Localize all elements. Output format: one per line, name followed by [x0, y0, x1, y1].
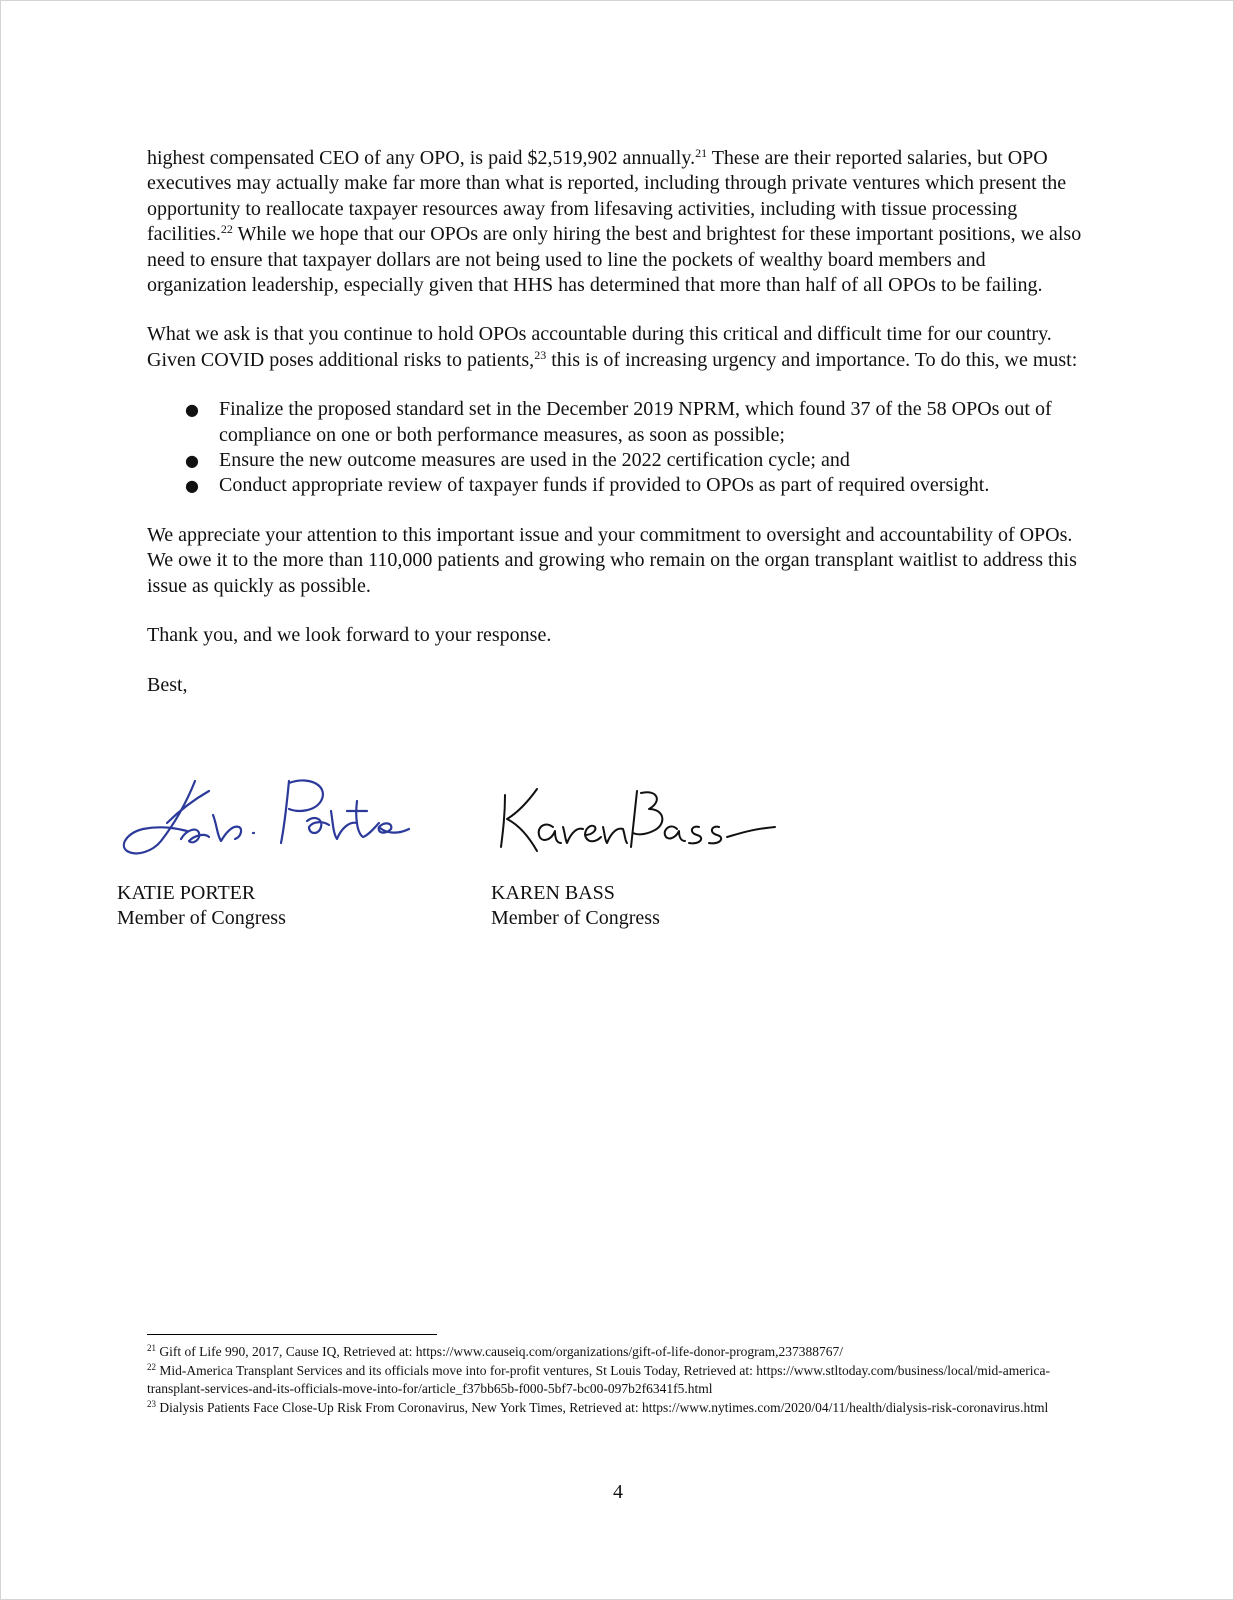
footnote-number: 23	[147, 1398, 156, 1409]
footnote-text: Mid-America Transplant Services and its officials move into for-profit ventures, St Louis Today, Retrieved at: https://www.stltoday.com/business/local/mid-america-transplant-services-and-its-officials-move-into-for/article_f37bb65b-f000-5bf7-bc00-097b2f6341f5.html	[147, 1362, 1050, 1397]
bullet-icon: ●	[185, 451, 199, 471]
footnote-number: 21	[147, 1343, 156, 1353]
paragraph-text: While we hope that our OPOs are only hiring the best and brightest for these important positions, we also need to ensure that taxpayer dollars are not being used to line the pockets of wealthy board members and organization leadership, especially given that HHS has determined that more than half of all OPOs to be failing.	[147, 223, 1082, 297]
signer-name: KATIE PORTER	[117, 882, 256, 904]
signature-katie-porter-image	[117, 771, 417, 863]
paragraph-text: What we ask is that you continue to hold OPOs accountable during this critical and difficult time for our country. Given COVID poses additional risks to patients,	[147, 323, 1052, 371]
closing-salutation: Best,	[147, 673, 188, 696]
paragraph-request	[147, 322, 1087, 373]
footnote	[147, 1362, 1087, 1399]
signature-block	[1, 771, 1234, 931]
footnote	[147, 1399, 1087, 1418]
page-number: 4	[613, 1481, 623, 1503]
signer-title: Member of Congress	[117, 907, 286, 929]
paragraph-thanks: Thank you, and we look forward to your response.	[147, 624, 552, 647]
footnote-divider	[147, 1334, 437, 1335]
paragraph-text: highest compensated CEO of any OPO, is paid $2,519,902 annually.	[147, 147, 696, 169]
signature-karen-bass-image	[491, 771, 791, 863]
list-item-text: Ensure the new outcome measures are used in the 2022 certification cycle; and	[219, 449, 850, 472]
footnotes	[147, 1343, 1087, 1417]
bullet-icon: ●	[185, 400, 199, 420]
list-item	[147, 448, 1087, 473]
footnote-ref: 23	[534, 347, 547, 362]
paragraph-appreciation: We appreciate your attention to this important issue and your commitment to oversight and accountability of OPOs. We owe it to the more than 110,000 patients and growing who remain on the organ transplant waitlist to address this issue as quickly as possible.	[147, 523, 1077, 597]
footnote-ref: 21	[695, 146, 708, 160]
footnote-number: 22	[147, 1361, 156, 1372]
footnote-ref: 22	[220, 222, 233, 237]
paragraph-salaries	[147, 146, 1087, 298]
signer-karen-bass	[491, 771, 831, 931]
list-item-text: Conduct appropriate review of taxpayer funds if provided to OPOs as part of required oversight.	[219, 474, 990, 497]
letter-body	[147, 146, 1087, 722]
list-item	[147, 397, 1087, 448]
signer-katie-porter	[117, 771, 457, 931]
ask-list	[147, 397, 1087, 499]
list-item	[147, 473, 1087, 498]
bullet-icon: ●	[185, 476, 199, 496]
list-item-text: Finalize the proposed standard set in the December 2019 NPRM, which found 37 of the 58 OPOs out of compliance on one or both performance measures, as soon as possible;	[219, 398, 1052, 446]
footnote	[147, 1343, 1087, 1362]
footnote-text: Gift of Life 990, 2017, Cause IQ, Retrieved at: https://www.causeiq.com/organizations/gift-of-life-donor-program,237388767/	[159, 1344, 843, 1359]
signer-name: KAREN BASS	[491, 882, 615, 904]
paragraph-text: this is of increasing urgency and importance. To do this, we must:	[546, 348, 1078, 371]
footnote-text: Dialysis Patients Face Close-Up Risk From Coronavirus, New York Times, Retrieved at: https://www.nytimes.com/2020/04/11/health/dialysis-risk-coronavirus.html	[159, 1399, 1049, 1415]
signer-title: Member of Congress	[491, 907, 660, 929]
paragraph-text: These are their reported salaries, but OPO executives may actually make far more than what is reported, including through private ventures which present the opportunity to reallocate taxpayer resources away from lifesaving activities, including with tissue processing facilities.	[147, 147, 1067, 246]
